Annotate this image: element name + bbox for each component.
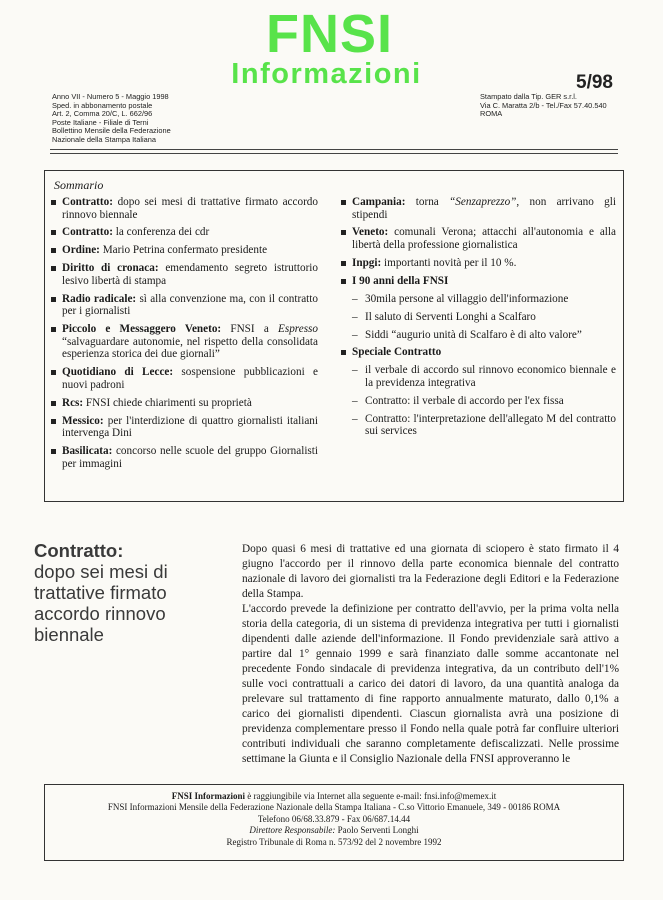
bullet-icon xyxy=(51,230,56,235)
bullet-icon xyxy=(51,248,56,253)
bullet-icon xyxy=(51,297,56,302)
bullet-icon xyxy=(341,350,346,355)
sommario-subitem[interactable]: – Il saluto di Serventi Longhi a Scalfaro xyxy=(352,310,536,323)
printinfo-line: Via C. Maratta 2/b - Tel./Fax 57.40.540 xyxy=(480,100,607,110)
sommario-item[interactable]: I 90 anni della FNSI xyxy=(340,275,616,288)
sommario-item[interactable]: Rcs: FNSI chiede chiarimenti su proprietà xyxy=(50,397,318,410)
bullet-icon xyxy=(341,261,346,266)
bullet-icon xyxy=(51,449,56,454)
pubinfo-line: Anno VII - Numero 5 - Maggio 1998 xyxy=(52,92,169,101)
bullet-icon xyxy=(341,200,346,205)
sommario-right-column xyxy=(340,196,616,443)
printinfo-line: ROMA xyxy=(480,109,503,119)
sommario-item[interactable]: Ordine: Mario Petrina confermato presidente xyxy=(50,244,318,257)
bullet-icon xyxy=(51,419,56,424)
sommario-subitem[interactable]: – 30mila persone al villaggio dell'informazione xyxy=(352,292,569,305)
pubinfo-line: Bollettino Mensile della Federazione xyxy=(52,126,171,136)
article-paragraph: Dopo quasi 6 mesi di trattative ed una giornata di sciopero è stato firmato il 4 giugno l'accordo per il rinnovo della parte economica biennale del contratto nazionale di lavoro dei giornalisti tra la Federazione degli Editori e la Federazione della Stampa. xyxy=(242,543,619,600)
sommario-item[interactable]: Piccolo e Messaggero Veneto: FNSI a Espresso “salvaguardare autonomie, nel rispetto della consolidata esperienza storica dei due giornali” xyxy=(50,323,318,361)
sommario-subitem[interactable]: – Contratto: il verbale di accordo per l'ex fissa xyxy=(352,394,564,407)
sommario-item[interactable]: Contratto: la conferenza dei cdr xyxy=(50,226,318,239)
footer-box xyxy=(44,784,624,861)
publication-info xyxy=(52,93,242,145)
header-rule xyxy=(50,149,618,150)
masthead-subtitle: Informazioni xyxy=(231,58,422,90)
pubinfo-line: Nazionale della Stampa Italiana xyxy=(52,134,156,144)
pubinfo-line: Poste Italiane - Filiale di Terni xyxy=(52,117,149,127)
sommario-left-column xyxy=(50,196,318,476)
sommario-subitem[interactable]: – Siddi “augurio unità di Scalfaro è di alto valore” xyxy=(352,328,582,341)
sommario-item[interactable]: Basilicata: concorso nelle scuole del gruppo Giornalisti per immagini xyxy=(50,445,318,470)
sommario-subitem[interactable]: – il verbale di accordo sul rinnovo economico biennale e la previdenza integrativa xyxy=(352,364,616,389)
sommario-item[interactable]: Messico: per l'interdizione di quattro giornalisti italiani intervenga Dini xyxy=(50,415,318,440)
sommario-item[interactable]: Speciale Contratto xyxy=(340,346,616,359)
footer-line: FNSI Informazioni è raggiungibile via Internet alla seguente e-mail: fnsi.info@memex.it xyxy=(171,791,497,801)
sommario-item[interactable]: Radio radicale: sì alla convenzione ma, con il contratto per i giornalisti xyxy=(50,293,318,318)
bullet-icon xyxy=(341,230,346,235)
footer-line: FNSI Informazioni Mensile della Federazione Nazionale della Stampa Italiana - C.so Vittorio Emanuele, 349 - 00186 ROMA xyxy=(107,802,561,813)
sommario-item[interactable]: Veneto: comunali Verona; attacchi all'autonomia e alla libertà della professione giornalistica xyxy=(340,226,616,251)
bullet-icon xyxy=(51,370,56,375)
pubinfo-line: Art. 2, Comma 20/C, L. 662/96 xyxy=(52,109,153,119)
article-body xyxy=(242,542,619,767)
sommario-item[interactable]: Diritto di cronaca: emendamento segreto istruttorio lesivo libertà di stampa xyxy=(50,262,318,287)
bullet-icon xyxy=(51,327,56,332)
sommario-item[interactable]: Inpgi: importanti novità per il 10 %. xyxy=(340,257,616,270)
sommario-subitem[interactable]: – Contratto: l'interpretazione dell'allegato M del contratto sui services xyxy=(352,412,616,438)
printer-info xyxy=(480,93,640,119)
pubinfo-line: Sped. in abbonamento postale xyxy=(52,100,153,110)
bullet-icon xyxy=(51,401,56,406)
header-rule xyxy=(50,153,618,154)
article-headline: Contratto: dopo sei mesi di trattative firmato accordo rinnovo biennale xyxy=(34,540,168,645)
sommario-item[interactable]: Contratto: dopo sei mesi di trattative firmato accordo rinnovo biennale xyxy=(50,196,318,221)
issue-number: 5/98 xyxy=(576,72,613,93)
footer-line: Direttore Responsabile: Paolo Serventi Longhi xyxy=(249,825,419,836)
bullet-icon xyxy=(51,266,56,271)
printinfo-line: Stampato dalla Tip. GER s.r.l. xyxy=(480,92,577,101)
sommario-item[interactable]: Quotidiano di Lecce: sospensione pubblicazioni e nuovi padroni xyxy=(50,366,318,391)
sommario-title: Sommario xyxy=(54,178,104,192)
footer-line: Telefono 06/68.33.879 - Fax 06/687.14.44 xyxy=(257,813,411,824)
sommario-item[interactable]: Campania: torna “Senzaprezzo”, non arrivano gli stipendi xyxy=(340,196,616,221)
bullet-icon xyxy=(51,200,56,205)
footer-line: Registro Tribunale di Roma n. 573/92 del 2 novembre 1992 xyxy=(226,836,442,847)
article-paragraph: L'accordo prevede la definizione per contratto dell'avvio, per la prima volta nella storia della categoria, di un sistema di previdenza integrativa per tutti i giornalisti dipendenti dalle aziende dell'informazione. Il Fondo previdenziale sarà attivo a partire dal 1° gennaio 1999 e sarà finanziato dalle somme accantonate nel precedente Fondo sindacale di previdenza integrativa, da un contributo dell'1% sulle voci contrattuali a carico dei datori di lavoro, da una quantità analoga da prelevare sul trattamento di fine rapporto annualmente maturato, dallo 0,1% a carico dei giornalisti dipendenti. Ciascun giornalista avrà una posizione di previdenza complementare presso il Fondo nella quale potrà far confluire ulteriori contributi individuali che saranno completamente defiscalizzati. Nelle prossime settimane la Giunta e il Consiglio Nazionale della FNSI approveranno le xyxy=(242,603,619,765)
masthead-title: FNSI xyxy=(265,4,393,64)
bullet-icon xyxy=(341,279,346,284)
